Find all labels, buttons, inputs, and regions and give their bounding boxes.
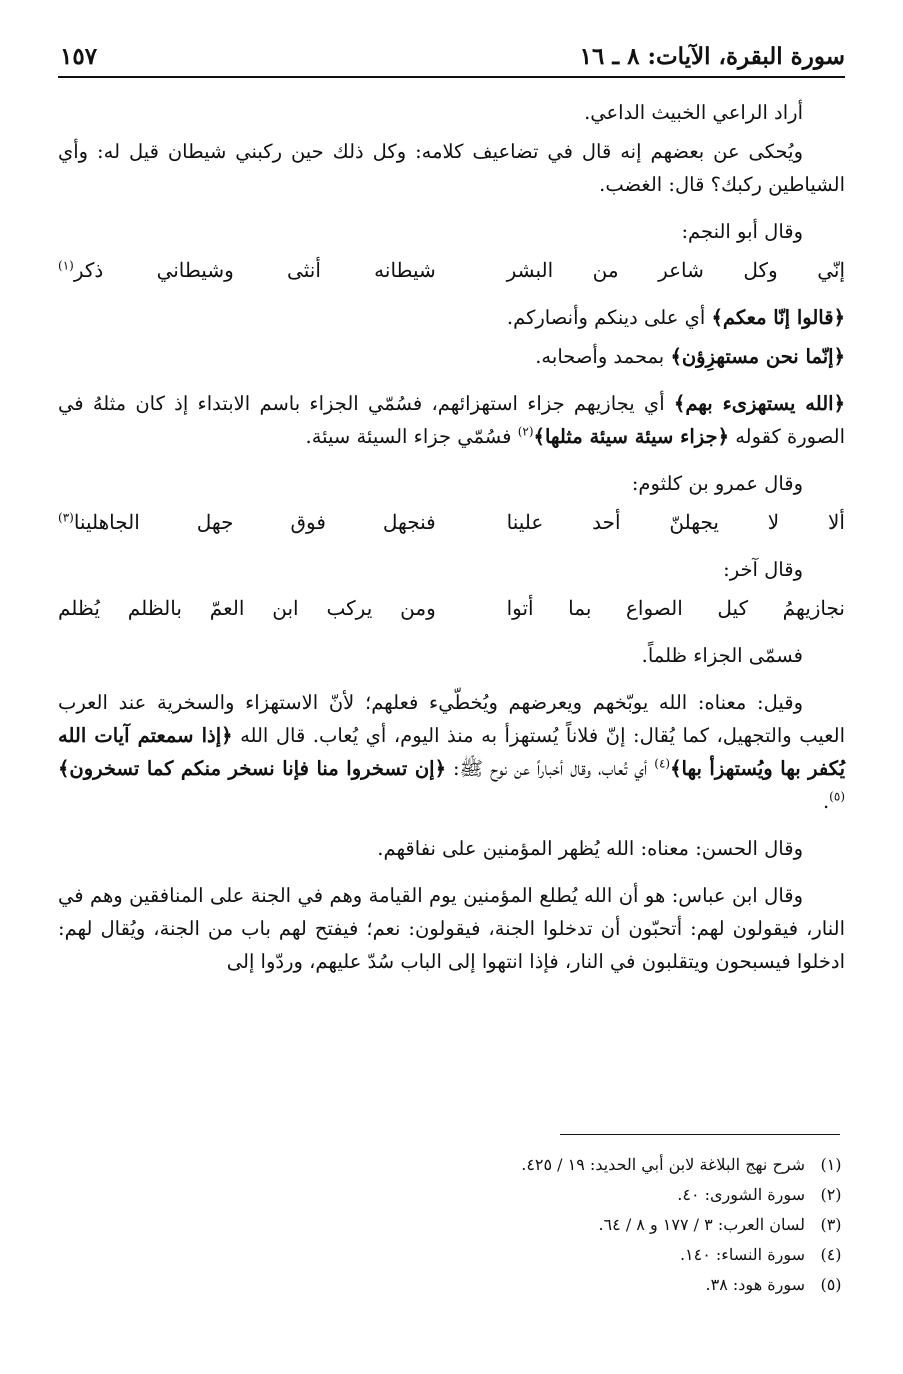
footnote-text: لسان العرب: ٣ / ١٧٧ و ٨ / ٦٤. — [598, 1215, 805, 1234]
footnote-number: (٥) — [820, 1275, 842, 1294]
quran-quote: ﴿قالوا إنّا معكم﴾ — [711, 306, 845, 329]
footnote-ref: (٢) — [517, 424, 534, 439]
paragraph: أراد الراعي الخبيث الداعي. — [584, 101, 803, 124]
footnote-ref: (٥) — [829, 789, 845, 804]
paragraph — [58, 387, 845, 453]
paragraph: وقال أبو النجم: — [681, 220, 803, 243]
footnote-rule — [560, 1134, 840, 1135]
paragraph — [58, 686, 845, 818]
verse-hemistich-text: شيطانه أنثى وشيطاني ذكر — [73, 258, 436, 282]
footnote-ref: (١) — [58, 258, 74, 273]
surah-title: سورة البقرة، الآيات: ٨ ـ ١٦ — [579, 43, 845, 70]
quran-quote: ﴿الله يستهزىء بهم﴾ — [673, 392, 846, 415]
paragraph-text: أي على دينكم وأنصاركم. — [506, 306, 712, 329]
quran-quote: ﴿إنّما نحن مستهزِؤن﴾ — [670, 345, 845, 368]
paragraph-text: . — [822, 790, 830, 813]
paragraph: وقال الحسن: معناه: الله يُظهر المؤمنين على نفاقهم. — [377, 837, 803, 860]
page-header — [60, 34, 845, 70]
footnote-text: سورة الشورى: ٤٠. — [677, 1185, 805, 1204]
footnote-number: (١) — [820, 1155, 842, 1174]
paragraph-text: وقيل: معناه: الله يوبّخهم ويعرضهم ويُخطّيء فعلهم؛ لأنّ الاستهزاء والسخرية عند العرب العيب والتجهيل، كما يُقال: إنّ فلاناً يُستهزأ به منذ اليوم، أي يُعاب. قال الله — [58, 691, 845, 747]
quran-quote: ﴿إن تسخروا منا فإنا نسخر منكم كما تسخرون﴾ — [58, 757, 447, 780]
footnote-number: (٤) — [820, 1245, 842, 1264]
paragraph-text: فسُمّي جزاء السيئة سيئة. — [305, 425, 518, 448]
footnote-text: سورة هود: ٣٨. — [705, 1275, 805, 1294]
verse-hemistich-right: نجازيهمُ كيل الصواع بما أتوا — [506, 596, 845, 620]
paragraph — [58, 340, 845, 373]
footnote-item — [58, 1180, 843, 1210]
body-text — [58, 96, 845, 992]
quran-quote: ﴿جزاء سيئة سيئة مثلها﴾ — [533, 425, 729, 448]
footnotes — [58, 1150, 843, 1300]
footnote-ref: (٤) — [654, 756, 671, 771]
footnote-item — [58, 1240, 843, 1270]
footnote-text: سورة النساء: ١٤٠. — [679, 1245, 805, 1264]
page-number: ١٥٧ — [60, 43, 98, 70]
footnote-ref: (٣) — [58, 510, 74, 525]
footnote-item — [58, 1270, 843, 1300]
verse-hemistich-left — [58, 506, 436, 539]
quran-quote: ﴿إذا سمعتم آيات الله يُكفر بها ويُستهزأ بها﴾ — [58, 724, 845, 780]
paragraph-text: بمحمد وأصحابه. — [535, 345, 671, 368]
verse-hemistich-text: فنجهل فوق جهل الجاهلينا — [73, 510, 436, 534]
paragraph-text: أي تُعاب، وقال أخباراً عن نوح ﷺ: — [446, 757, 655, 780]
paragraph: فسمّى الجزاء ظلماً. — [641, 644, 803, 667]
paragraph: ويُحكى عن بعضهم إنه قال في تضاعيف كلامه: وكل ذلك حين ركبني شيطان قيل له: وأي الشياطين ركبك؟ قال: الغضب. — [58, 140, 845, 196]
footnote-number: (٣) — [820, 1215, 842, 1234]
poem-verse — [58, 592, 845, 625]
verse-hemistich-left — [58, 254, 436, 287]
footnote-item — [58, 1150, 843, 1180]
paragraph-text: أي يجازيهم جزاء استهزائهم، فسُمّي الجزاء باسم الابتداء إذ كان مثلهُ في الصورة كقوله — [58, 392, 845, 448]
verse-hemistich-left: ومن يركب ابن العمّ بالظلم يُظلم — [58, 596, 436, 620]
paragraph: وقال آخر: — [723, 558, 803, 581]
footnote-number: (٢) — [820, 1185, 842, 1204]
footnote-item — [58, 1210, 843, 1240]
verse-hemistich-right: ألا لا يجهلنّ أحد علينا — [506, 510, 845, 534]
footnote-text: شرح نهج البلاغة لابن أبي الحديد: ١٩ / ٤٢٥. — [521, 1155, 805, 1174]
paragraph: وقال عمرو بن كلثوم: — [631, 472, 803, 495]
paragraph: وقال ابن عباس: هو أن الله يُطلع المؤمنين يوم القيامة وهم في الجنة على المنافقين وهم في النار، فيقولون لهم: أتحبّون أن تدخلوا الجنة، فيقولون: نعم؛ فيفتح لهم باب من الجنة، ويُقال لهم: ادخلوا فيسبحون ويتقلبون في النار، فإذا انتهوا إلى الباب سُدّ عليهم، وردّوا إلى — [58, 884, 845, 973]
header-rule — [58, 76, 845, 78]
poem-verse — [58, 254, 845, 287]
verse-hemistich-right: إنّي وكل شاعر من البشر — [506, 258, 845, 282]
paragraph — [58, 301, 845, 334]
poem-verse — [58, 506, 845, 539]
